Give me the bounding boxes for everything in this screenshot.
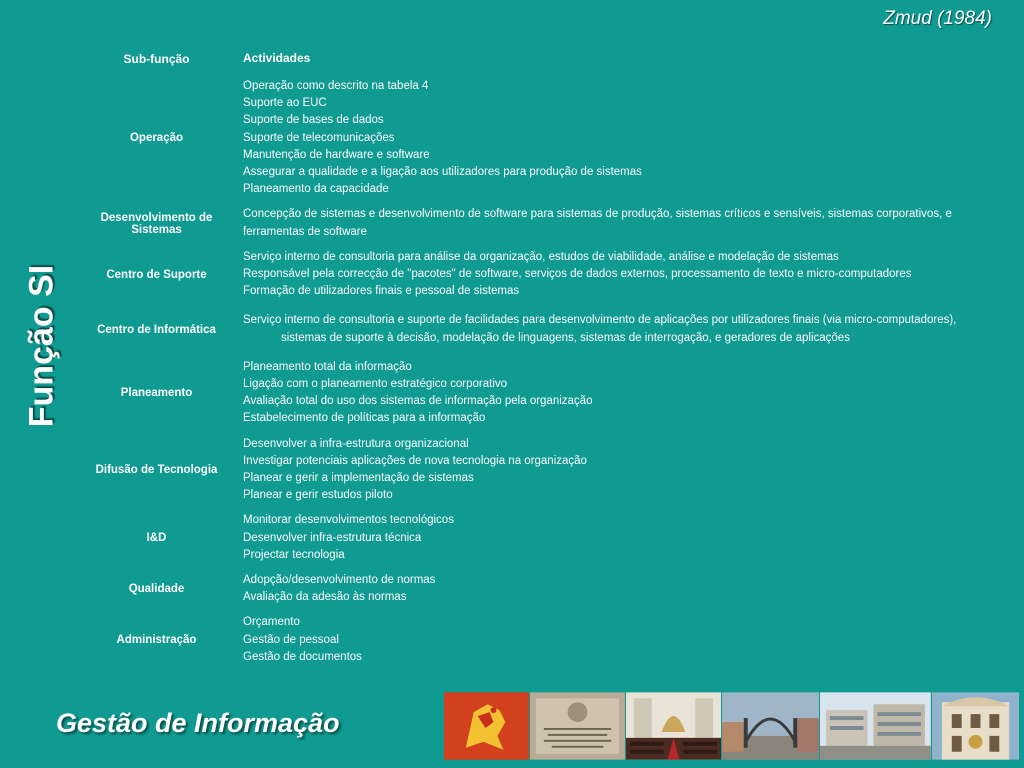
activity-line: Orçamento <box>243 616 300 629</box>
activity-line: Investigar potenciais aplicações de nova tecnologia na organização <box>243 454 587 467</box>
activity-line: Avaliação total do uso dos sistemas de informação pela organização <box>243 395 593 408</box>
sub-function-label: Centro de Suporte <box>106 268 207 281</box>
heraldic-banner-photo <box>444 692 530 760</box>
sub-function-label: Planeamento <box>120 387 193 400</box>
table-row <box>88 568 988 610</box>
activity-line: Gestão de documentos <box>243 650 362 663</box>
table-row <box>88 304 988 354</box>
activity-line: Planeamento da capacidade <box>243 183 389 196</box>
activity-line: Assegurar a qualidade e a ligação aos utilizadores para produção de sistemas <box>243 166 642 179</box>
activity-line: Operação como descrito na tabela 4 <box>243 80 429 92</box>
activities-cell <box>229 508 988 568</box>
sub-function-label: Difusão de Tecnologia <box>95 464 218 477</box>
sub-function-label: Operação <box>129 132 184 145</box>
activities-cell <box>229 304 988 354</box>
activity-line: Concepção de sistemas e desenvolvimento de software para sistemas de produção, sistemas críticos e sensíveis, sistemas corporativos, e ferramentas de software <box>243 208 952 238</box>
activity-line: Adopção/desenvolvimento de normas <box>243 574 436 587</box>
activity-line: Manutenção de hardware e software <box>243 148 430 161</box>
activities-cell <box>229 432 988 509</box>
header-sub-function: Sub-função <box>123 52 190 66</box>
sub-function-label: Desenvolvimento de Sistemas <box>100 211 213 236</box>
activities-cell <box>229 610 988 670</box>
table-row <box>88 610 988 670</box>
photo-strip <box>444 692 1020 760</box>
activity-line: Suporte ao EUC <box>243 97 327 110</box>
subfunction-table <box>88 44 988 670</box>
buildings-photo <box>820 692 932 760</box>
gate-arch-photo <box>722 692 820 760</box>
activity-line: Planear e gerir a implementação de sistemas <box>243 472 474 485</box>
header-activities: Actividades <box>243 51 311 66</box>
footer-title: Gestão de Informação <box>56 708 340 738</box>
church-interior-photo <box>626 692 722 760</box>
activity-line: Gestão de pessoal <box>243 633 339 646</box>
activity-line: Serviço interno de consultoria para análise da organização, estudos de viabilidade, análise e modelação de sistemas <box>243 250 839 263</box>
activities-cell <box>229 202 988 244</box>
sub-function-label: Administração <box>116 634 197 647</box>
activity-line: Planeamento total da informação <box>243 360 412 373</box>
table-row <box>88 432 988 509</box>
table-row <box>88 245 988 305</box>
activity-line: Monitorar desenvolvimentos tecnológicos <box>243 514 454 527</box>
ornate-facade-photo <box>932 692 1020 760</box>
activities-cell <box>229 74 988 202</box>
activities-cell <box>229 355 988 432</box>
activity-line: Formação de utilizadores finais e pessoal de sistemas <box>243 285 520 298</box>
activity-line: Planear e gerir estudos piloto <box>243 489 393 502</box>
sub-function-label: I&D <box>146 532 167 545</box>
stone-plaque-photo <box>530 692 626 760</box>
vertical-title <box>20 248 64 444</box>
table-row <box>88 508 988 568</box>
activity-line: Suporte de telecomunicações <box>243 131 395 144</box>
activity-line: Responsável pela correcção de "pacotes" de software, serviços de dados externos, processamento de texto e micro-computadores <box>243 268 912 281</box>
activity-line: Estabelecimento de políticas para a informação <box>243 412 486 425</box>
sub-function-label: Qualidade <box>128 583 185 596</box>
table-row <box>88 74 988 202</box>
activity-line: Avaliação da adesão às normas <box>243 591 407 604</box>
activity-line: Projectar tecnologia <box>243 548 345 561</box>
table-row <box>88 202 988 244</box>
activity-line: Desenvolver infra-estrutura técnica <box>243 531 422 544</box>
activities-cell <box>229 245 988 305</box>
activity-line: Serviço interno de consultoria e suporte de facilidades para desenvolvimento de aplicações por utilizadores finais (via micro-computadores), <box>243 314 957 327</box>
citation: Zmud (1984) <box>883 8 992 29</box>
activity-line: Ligação com o planeamento estratégico corporativo <box>243 378 508 391</box>
table-row <box>88 355 988 432</box>
table-header-row <box>88 44 988 74</box>
activity-line: Suporte de bases de dados <box>243 114 384 127</box>
activities-cell <box>229 568 988 610</box>
vertical-title-text: Função SI <box>22 264 61 428</box>
activity-line: Desenvolver a infra-estrutura organizacional <box>243 437 469 450</box>
activity-line: sistemas de suporte à decisão, modelação de linguagens, sistemas de interrogação, e geradores de aplicações <box>281 331 850 344</box>
sub-function-label: Centro de Informática <box>97 323 216 336</box>
